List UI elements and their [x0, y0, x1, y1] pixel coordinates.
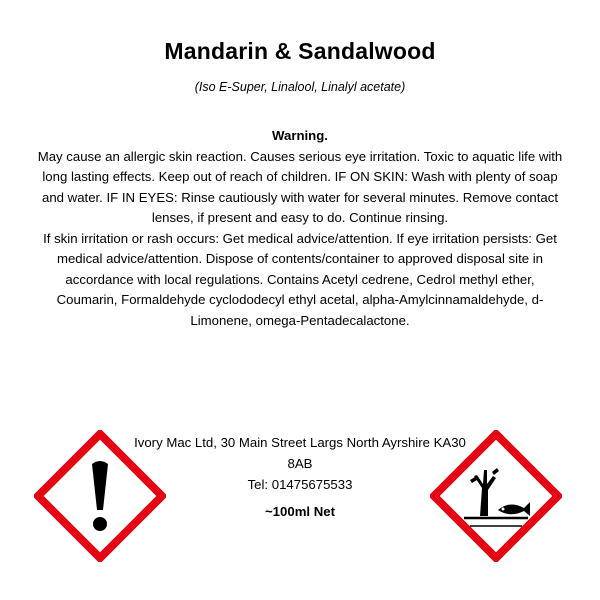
footer-info — [124, 432, 476, 522]
warning-block — [34, 126, 566, 331]
environment-hazard-icon — [430, 430, 562, 562]
warning-paragraph-2: If skin irritation or rash occurs: Get medical advice/attention. If eye irritation persists: Get medical advice/attention. Dispose of contents/container to approved disposal site in accordance with local regulations. Contains Acetyl cedrene, Cedrol methyl ether, Coumarin, Formaldehyde cyclododecyl ethyl acetal, alpha-Amylcinnamaldehyde, d-Limonene, omega-Pentadecalactone. — [43, 230, 557, 328]
phone-number: Tel: 01475675533 — [247, 477, 353, 492]
exclamation-mark-hazard-icon — [34, 430, 166, 562]
warning-paragraph-1: May cause an allergic skin reaction. Causes serious eye irritation. Toxic to aquatic life with long lasting effects. Keep out of reach of children. IF ON SKIN: Wash with plenty of soap and water. IF IN EYES: Rinse cautiously with water for several minutes. Remove contact lenses, if present and easy to do. Continue rinsing. — [37, 148, 563, 225]
allergen-subtitle: (Iso E-Super, Linalool, Linalyl acetate) — [194, 80, 406, 94]
product-title: Mandarin & Sandalwood — [164, 38, 436, 64]
company-address: Ivory Mac Ltd, 30 Main Street Largs North Ayrshire KA30 8AB — [134, 435, 466, 471]
net-volume: ~100ml Net — [264, 504, 335, 519]
warning-heading: Warning. — [272, 128, 328, 143]
